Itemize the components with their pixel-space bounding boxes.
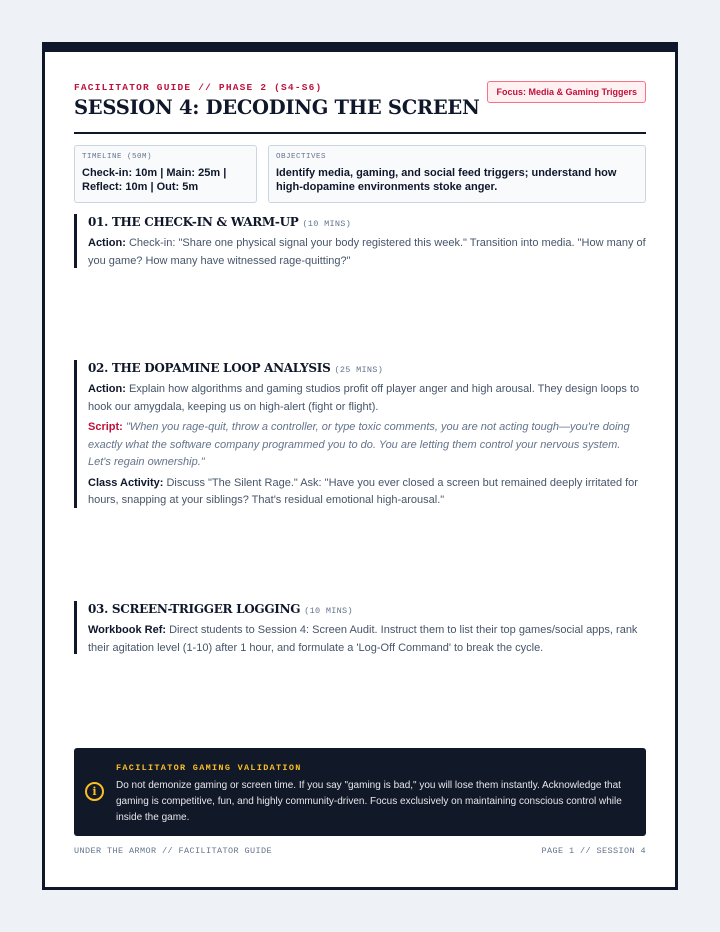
timeline-text: Check-in: 10m | Main: 25m | Reflect: 10m | Out: 5m [82,167,227,193]
section-title: 03. SCREEN-TRIGGER LOGGING [88,602,301,616]
section-duration: (10 MINS) [302,219,352,229]
objectives-text: Identify media, gaming, and social feed triggers; understand how high-dopamine environments stoke anger. [276,167,617,193]
eyebrow-label: FACILITATOR GUIDE // PHASE 2 (S4-S6) [74,82,323,93]
footer-guide-name: UNDER THE ARMOR // FACILITATOR GUIDE [74,846,273,856]
section-duration: (25 MINS) [334,365,384,375]
footer-page-number: PAGE 1 // SESSION 4 [541,846,646,856]
paragraph-text: "When you rage-quit, throw a controller, or type toxic comments, you are not acting tough—you're doing exactly what the software company programmed you to do. You are letting them control your nervous system. Let's regain ownership." [88,421,630,468]
section-screen-trigger-logging [74,601,646,654]
focus-badge: Focus: Media & Gaming Triggers [487,81,646,103]
paragraph-label: Script: [88,421,123,433]
timeline-box [74,145,257,203]
section-heading [88,360,646,378]
section-dopamine-loop [74,360,646,508]
facilitator-callout [74,748,646,836]
timeline-label: TIMELINE (50M) [82,153,153,161]
paragraph-text: Explain how algorithms and gaming studios profit off player anger and high arousal. They design loops to hook our amygdala, keeping us on high-alert (fight or flight). [88,383,640,413]
info-icon: i [85,782,104,801]
paragraph-label: Action: [88,383,126,395]
objectives-box [268,145,646,203]
section-title: 02. THE DOPAMINE LOOP ANALYSIS [88,361,331,375]
script-paragraph [88,419,646,472]
workbook-paragraph [88,622,646,657]
paragraph-text: Discuss "The Silent Rage." Ask: "Have you ever closed a screen but remained deeply irritated for hours, snapping at your siblings? That's residual emotional high-arousal." [88,476,638,506]
paragraph-text: Direct students to Session 4: Screen Audit. Instruct them to list their top games/social apps, rank their agitation level (1-10) after 1 hour, and formulate a 'Log-Off Command' to break the cycle. [88,624,638,654]
section-title: 01. THE CHECK-IN & WARM-UP [88,215,299,229]
action-paragraph [88,235,646,270]
paragraph-label: Action: [88,237,126,249]
section-heading [88,601,646,619]
paragraph-text: Check-in: "Share one physical signal your body registered this week." Transition into media. "How many of you game? How many have witnessed rage-quitting?" [88,237,646,267]
objectives-label: OBJECTIVES [276,153,327,161]
section-duration: (10 MINS) [304,606,353,616]
page-content [74,52,646,887]
title-divider [74,132,646,134]
section-check-in [74,214,646,268]
callout-title: FACILITATOR GAMING VALIDATION [116,763,302,773]
page-title: SESSION 4: DECODING THE SCREEN [74,96,480,119]
callout-text: Do not demonize gaming or screen time. If you say "gaming is bad," you will lose them instantly. Acknowledge that gaming is competitive, fun, and highly community-driven. Focus exclusively on maintaining conscious control while inside the game. [116,780,622,823]
action-paragraph [88,381,646,416]
guide-page [42,42,678,890]
paragraph-label: Class Activity: [88,476,164,489]
section-heading [88,214,646,232]
activity-paragraph [88,475,646,510]
paragraph-label: Workbook Ref: [88,624,167,636]
